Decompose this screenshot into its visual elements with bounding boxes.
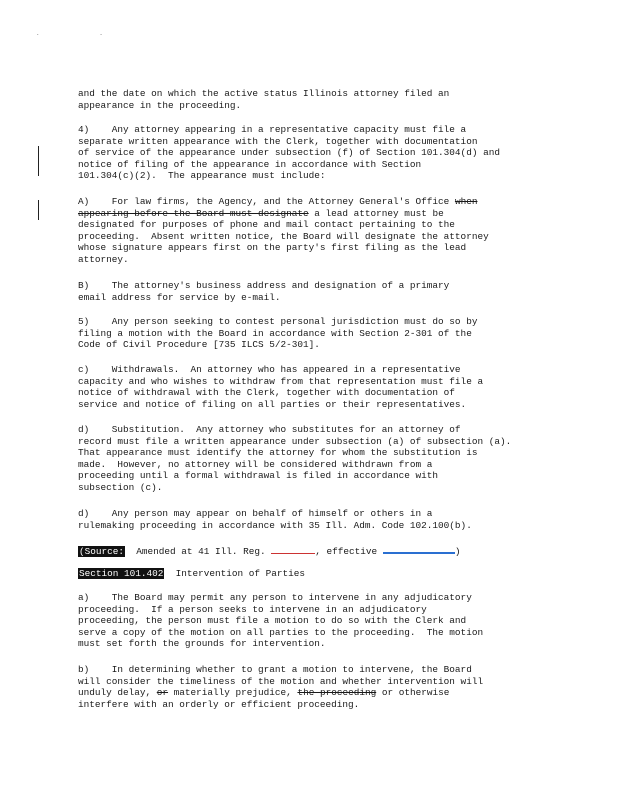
paragraph-a: a) The Board may permit any person to intervene in any adjudicatory proceeding. If a person seeks to intervene in an adjudicatory proceeding, the person must file a motion to do so with the Clerk and serve a copy of the motion on all parties to the proceeding. The motion must set forth the grounds for intervention.	[78, 592, 484, 649]
struck-text: the proceeding	[297, 687, 377, 698]
paragraph-4b: B) The attorney's business address and designation of a primary email address for service by e-mail.	[78, 280, 450, 303]
source-text: Amended at 41 Ill. Reg.	[125, 546, 272, 557]
section-label: Section 101.402	[79, 568, 164, 579]
paragraph-continuation: and the date on which the active status Illinois attorney filed an appearance in the proceeding.	[78, 88, 450, 111]
section-heading	[78, 568, 548, 580]
paragraph-5: 5) Any person seeking to contest personal jurisdiction must do so by filing a motion with the Board in accordance with Section 2-301 of the Code of Civil Procedure [735 ILCS 5/2-301].	[78, 316, 478, 350]
paragraph-b-text: or otherwise interfere with an orderly or efficient proceeding.	[78, 687, 450, 710]
paragraph-4a-text: A) For law firms, the Agency, and the Attorney General's Office	[78, 196, 455, 207]
paragraph-rulemaking: d) Any person may appear on behalf of himself or others in a rulemaking proceeding in accordance with 35 Ill. Adm. Code 102.100(b).	[78, 508, 472, 531]
paragraph-b-text: materially prejudice,	[168, 687, 298, 698]
source-end: )	[454, 546, 461, 557]
paragraph-b-text: b) In determining whether to grant a motion to intervene, the Board will consider the timeliness of the motion and whether intervention will unduly delay,	[78, 664, 484, 698]
change-bar	[38, 200, 39, 220]
corner-marks: . .	[36, 30, 131, 37]
paragraph-4: 4) Any attorney appearing in a representative capacity must file a separate written appearance with the Clerk, together with documentation of service of the appearance under subsection (f) of Section 101.304(d) and notice of filing of the appearance in accordance with Section 101.304(c)(2). The appearance must include:	[78, 124, 500, 181]
effective-date-blank	[383, 544, 455, 554]
paragraph-4a-text: a lead attorney must be designated for purposes of phone and mail contact pertaining to the proceeding. Absent written notice, the Board will designate the attorney whose signature appears first on the party's first filing as the lead attorney.	[78, 207, 489, 265]
source-effective: , effective	[315, 546, 383, 557]
paragraph-substitution: d) Substitution. Any attorney who substitutes for an attorney of record must file a written appearance under subsection (a) of subsection (a). That appearance must identify the attorney for whom the substitution is made. However, no attorney will be considered withdrawn from a proceeding until a formal withdrawal is filed in accordance with subsection (c).	[78, 424, 512, 493]
source-label: (Source:	[79, 546, 125, 557]
paragraph-4a	[78, 196, 548, 265]
change-bar	[38, 146, 39, 176]
struck-text: or	[156, 687, 169, 698]
struck-text: when appearing before the Board must designate	[78, 196, 478, 219]
source-note	[78, 544, 548, 558]
register-blank	[271, 545, 315, 554]
section-title: Intervention of Parties	[164, 568, 306, 579]
paragraph-b	[78, 664, 548, 710]
paragraph-withdrawals: c) Withdrawals. An attorney who has appeared in a representative capacity and who wishes to withdraw from that representation must file a notice of withdrawal with the Clerk, together with documentation of service and notice of filing on all parties or their representatives.	[78, 364, 484, 410]
